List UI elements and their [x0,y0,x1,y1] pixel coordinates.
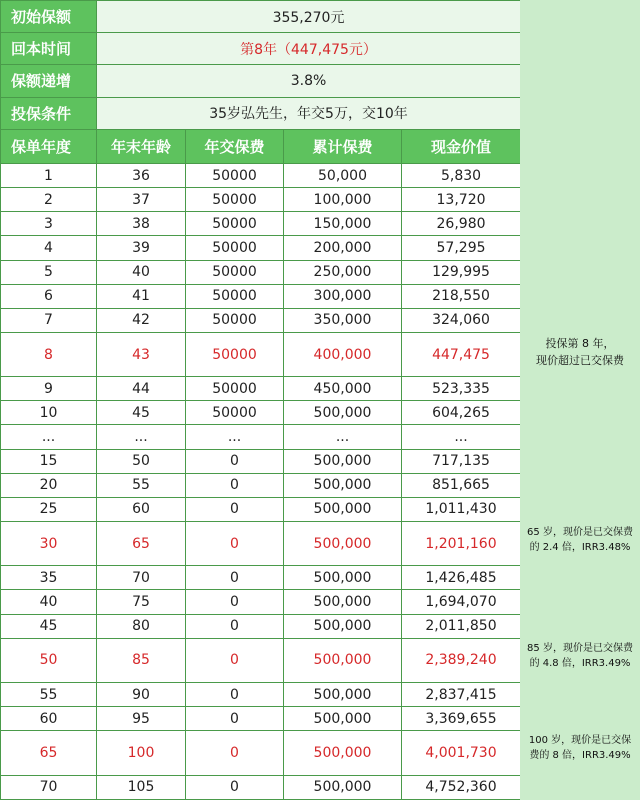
table-row [1,775,521,799]
table-cell: 50000 [186,332,284,376]
table-cell: 50000 [186,401,284,425]
table-cell: 0 [186,449,284,473]
table-row [1,284,521,308]
table-cell: 0 [186,497,284,521]
table-cell: 55 [1,683,97,707]
table-cell: ... [1,425,97,449]
table-row [1,566,521,590]
table-cell: ... [97,425,186,449]
table-row [1,473,521,497]
table-cell: 35 [1,566,97,590]
highlight-row [1,638,521,682]
table-cell: 0 [186,638,284,682]
info-value: 35岁弘先生，年交5万，交10年 [97,97,521,129]
table-cell: 57,295 [402,236,521,260]
table-cell: 26,980 [402,212,521,236]
table-row [1,188,521,212]
table-row [1,163,521,187]
table-cell: 4,001,730 [402,731,521,775]
table-cell: 50,000 [284,163,402,187]
info-value: 355,270元 [97,1,521,33]
column-header: 保单年度 [1,129,97,163]
table-cell: 500,000 [284,449,402,473]
annotation-line: 现价超过已交保费 [536,354,624,367]
table-cell: 50000 [186,212,284,236]
table-cell: 2 [1,188,97,212]
table-cell: 0 [186,775,284,799]
highlight-row [1,522,521,566]
table-cell: 0 [186,590,284,614]
table-cell: 300,000 [284,284,402,308]
table-cell: 604,265 [402,401,521,425]
table-row [1,614,521,638]
column-header: 年末年龄 [97,129,186,163]
table-row [1,308,521,332]
table-cell: 70 [97,566,186,590]
table-cell: 1,011,430 [402,497,521,521]
table-cell: 500,000 [284,683,402,707]
table-cell: 350,000 [284,308,402,332]
table-cell: 39 [97,236,186,260]
annotation-line: 的 2.4 倍，IRR3.48% [529,542,631,553]
table-cell: 70 [1,775,97,799]
table-cell: 3,369,655 [402,707,521,731]
table-cell: 129,995 [402,260,521,284]
table-row [1,212,521,236]
annotation-line: 100 岁，现价是已交保 [528,735,632,746]
table-cell: 60 [97,497,186,521]
annotation-line: 85 岁，现价是已交保费 [527,643,633,654]
table-row [1,377,521,401]
table-row [1,590,521,614]
table-cell: 40 [1,590,97,614]
table-cell: 450,000 [284,377,402,401]
table-cell: 30 [1,522,97,566]
table-cell: 0 [186,473,284,497]
column-header: 现金价值 [402,129,521,163]
table-cell: 4,752,360 [402,775,521,799]
table-cell: 523,335 [402,377,521,401]
table-cell: 447,475 [402,332,521,376]
table-cell: 25 [1,497,97,521]
table-cell: 0 [186,522,284,566]
table-cell: 200,000 [284,236,402,260]
annotation-line: 的 4.8 倍，IRR3.49% [529,658,631,669]
table-cell: 38 [97,212,186,236]
table-cell: 500,000 [284,473,402,497]
table-cell: 500,000 [284,590,402,614]
table-cell: 0 [186,566,284,590]
annotation-note [520,335,640,369]
table-cell: 90 [97,683,186,707]
table-cell: 500,000 [284,731,402,775]
table-cell: 2,837,415 [402,683,521,707]
table-cell: 2,389,240 [402,638,521,682]
table-cell: 65 [1,731,97,775]
table-cell: 100 [97,731,186,775]
annotation-column [520,0,640,800]
table-cell: 60 [1,707,97,731]
annotation-line: 费的 8 倍，IRR3.49% [529,750,631,761]
table-row [1,707,521,731]
highlight-row [1,731,521,775]
table-cell: 150,000 [284,212,402,236]
table-cell: 40 [97,260,186,284]
table-cell: 45 [97,401,186,425]
table-cell: 324,060 [402,308,521,332]
table-cell: 50 [1,638,97,682]
table-cell: 500,000 [284,614,402,638]
table-cell: 8 [1,332,97,376]
annotation-note [520,733,640,763]
table-cell: 65 [97,522,186,566]
table-cell: 50000 [186,188,284,212]
table-row [1,497,521,521]
table-cell: 500,000 [284,497,402,521]
annotation-note [520,641,640,671]
table-cell: 500,000 [284,566,402,590]
table-row [1,236,521,260]
table-cell: 0 [186,707,284,731]
table-row [1,683,521,707]
info-row [1,33,521,65]
table-cell: 9 [1,377,97,401]
table-cell: 41 [97,284,186,308]
table-cell: 500,000 [284,775,402,799]
info-label: 初始保额 [1,1,97,33]
table-cell: 500,000 [284,522,402,566]
table-cell: 10 [1,401,97,425]
table-row [1,260,521,284]
table-cell: 218,550 [402,284,521,308]
column-header-row [1,129,521,163]
table-cell: 0 [186,683,284,707]
table-cell: 400,000 [284,332,402,376]
table-cell: 15 [1,449,97,473]
table-cell: ... [186,425,284,449]
table-cell: 7 [1,308,97,332]
table-cell: 95 [97,707,186,731]
table-cell: 80 [97,614,186,638]
annotation-line: 投保第 8 年， [545,337,615,350]
table-cell: 0 [186,614,284,638]
table-cell: 45 [1,614,97,638]
table-cell: 50000 [186,236,284,260]
table-cell: 100,000 [284,188,402,212]
table-cell: 20 [1,473,97,497]
table-cell: 4 [1,236,97,260]
table-cell: 0 [186,731,284,775]
table-cell: 500,000 [284,401,402,425]
info-label: 保额递增 [1,65,97,97]
table-cell: 75 [97,590,186,614]
table-cell: 105 [97,775,186,799]
table-row [1,425,521,449]
info-row [1,97,521,129]
table-cell: 43 [97,332,186,376]
info-value: 第8年（447,475元） [97,33,521,65]
table-cell: 851,665 [402,473,521,497]
table-row [1,449,521,473]
annotation-note [520,525,640,555]
table-cell: 44 [97,377,186,401]
info-label: 回本时间 [1,33,97,65]
table-cell: ... [284,425,402,449]
table-cell: 500,000 [284,707,402,731]
table-row [1,401,521,425]
table-cell: 1,426,485 [402,566,521,590]
highlight-row [1,332,521,376]
info-label: 投保条件 [1,97,97,129]
table-cell: 37 [97,188,186,212]
table-cell: 250,000 [284,260,402,284]
info-value: 3.8% [97,65,521,97]
column-header: 累计保费 [284,129,402,163]
table-cell: 50000 [186,163,284,187]
annotation-line: 65 岁，现价是已交保费 [527,527,633,538]
table-cell: 1,694,070 [402,590,521,614]
info-row [1,1,521,33]
table-cell: 2,011,850 [402,614,521,638]
table-cell: 5 [1,260,97,284]
table-cell: 50 [97,449,186,473]
column-header: 年交保费 [186,129,284,163]
table-cell: 50000 [186,260,284,284]
table-cell: 55 [97,473,186,497]
table-cell: 42 [97,308,186,332]
table-cell: 50000 [186,377,284,401]
table-cell: 5,830 [402,163,521,187]
table-cell: 6 [1,284,97,308]
table-cell: 85 [97,638,186,682]
table-cell: 500,000 [284,638,402,682]
table-cell: 50000 [186,308,284,332]
info-row [1,65,521,97]
table-cell: 50000 [186,284,284,308]
table-cell: 36 [97,163,186,187]
table-cell: 3 [1,212,97,236]
table-cell: 13,720 [402,188,521,212]
table-cell: 1 [1,163,97,187]
table-cell: 717,135 [402,449,521,473]
table-cell: 1,201,160 [402,522,521,566]
table-cell: ... [402,425,521,449]
